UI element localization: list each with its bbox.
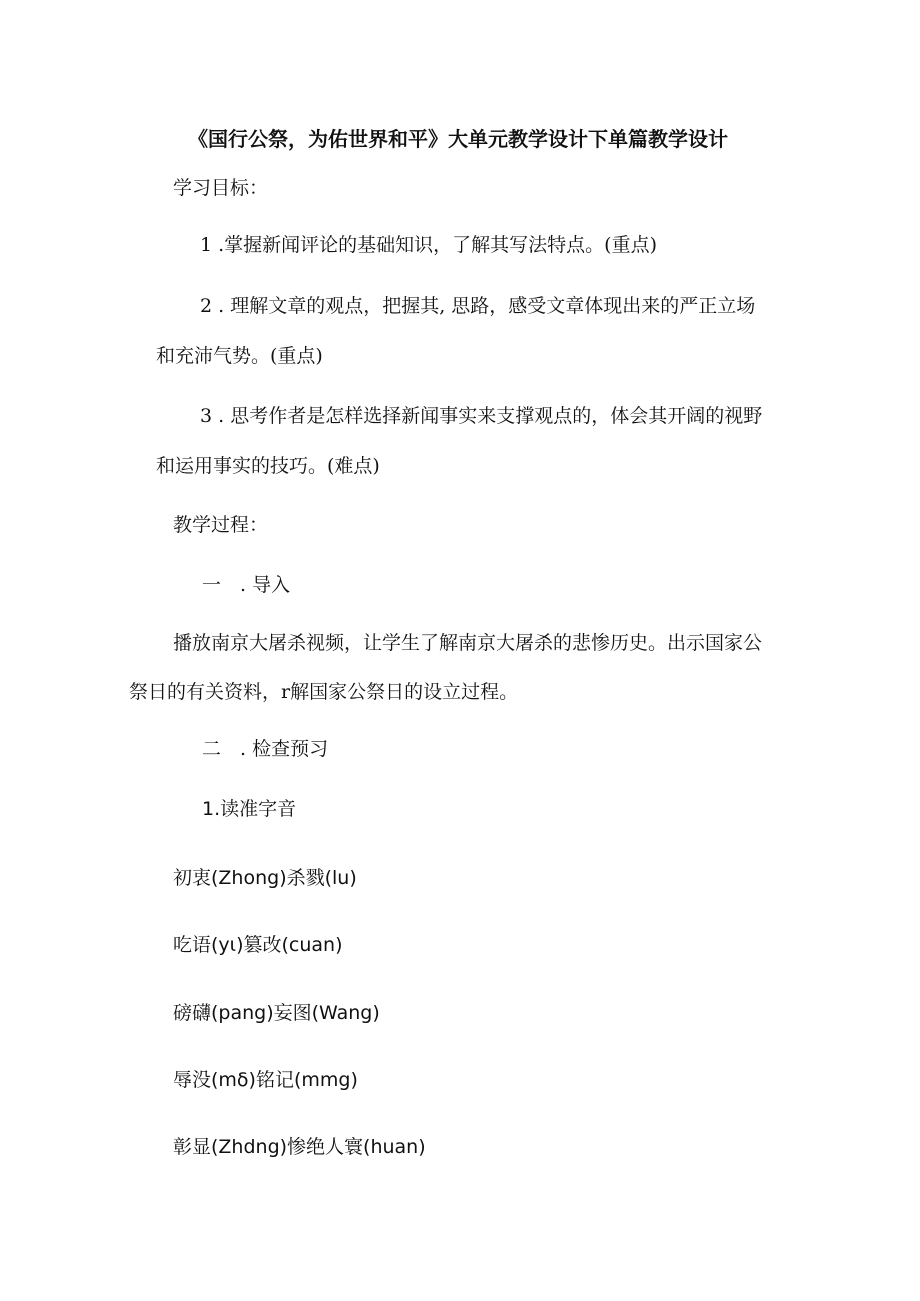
section-1-paragraph-line-1: 播放南京大屠杀视频，让学生了解南京大屠杀的悲惨历史。出示国家公 [173,632,763,654]
section-1-heading: 一 . 导入 [202,574,291,596]
objectives-heading: 学习目标： [173,177,269,199]
objective-2-line-1: 2 . 理解文章的观点，把握其, 思路，感受文章体现出来的严正立场 [200,295,756,317]
objective-3-line-2: 和运用事实的技巧。(难点) [156,455,380,477]
section-2-heading: 二 . 检查预习 [202,738,329,760]
document-title: 《国行公祭，为佑世界和平》大单元教学设计下单篇教学设计 [188,127,728,151]
process-heading: 教学过程： [173,514,269,536]
section-1-paragraph-line-2: 祭日的有关资料，r解国家公祭日的设立过程。 [129,681,519,703]
objective-1: 1 .掌握新闻评论的基础知识，了解其写法特点。(重点) [200,234,657,256]
pinyin-line-5: 彰显(Zhdng)惨绝人寰(huan) [173,1136,426,1158]
pinyin-line-1: 初衷(Zhong)杀戮(lu) [173,867,357,889]
pinyin-line-2: 吃语(yι)篡改(cuan) [173,934,343,956]
objective-2-line-2: 和充沛气势。(重点) [156,345,323,367]
pinyin-line-3: 磅礴(pang)妄图(Wang) [173,1002,380,1024]
objective-3-line-1: 3 . 思考作者是怎样选择新闻事实来支撑观点的，体会其开阔的视野 [200,405,763,427]
pinyin-line-4: 辱没(mδ)铭记(mmg) [173,1069,358,1091]
sub-1-heading: 1.读准字音 [202,798,297,820]
